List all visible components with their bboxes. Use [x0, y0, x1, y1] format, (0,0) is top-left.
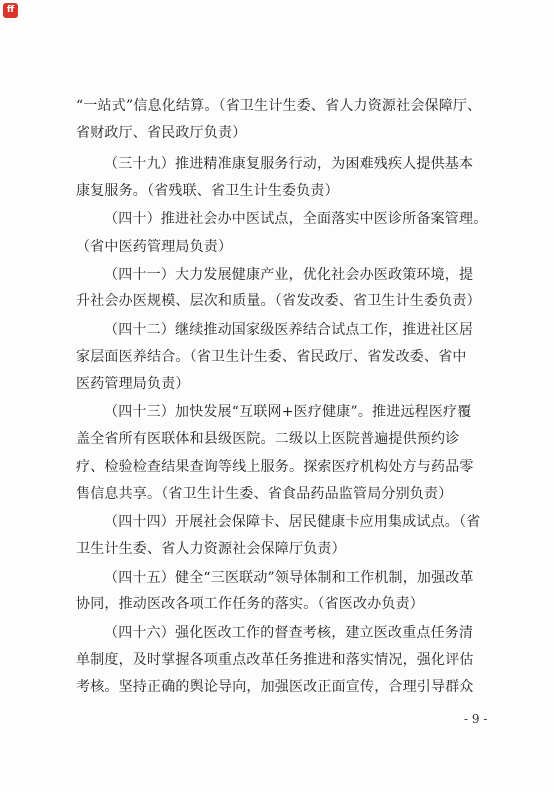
text-line: 售信息共享。（省卫生计生委、省食品药品监管局分别负责） [76, 486, 453, 502]
text-line: 康复服务。（省残联、省卫生计生委负责） [76, 183, 339, 199]
text-line: 盖全省所有医联体和县级医院。二级以上医院普遍提供预约诊 [76, 431, 460, 447]
app-badge-icon: ff [3, 3, 18, 18]
text-line: （省中医药管理局负责） [76, 239, 233, 255]
text-line: （四十六）强化医改工作的督查考核，建立医改重点任务清 [104, 625, 474, 641]
text-line: 考核。坚持正确的舆论导向，加强医改正面宣传，合理引导群众 [76, 679, 474, 695]
text-line: 卫生计生委、省人力资源社会保障厅负责） [76, 541, 346, 557]
text-line: 医药管理局负责） [76, 376, 190, 392]
text-line: （三十九）推进精准康复服务行动，为困难残疾人提供基本 [104, 156, 474, 172]
text-line: 家层面医养结合。（省卫生计生委、省民政厅、省发改委、省中 [76, 349, 467, 365]
text-line: （四十五）健全“三医联动”领导体制和工作机制，加强改革 [104, 570, 474, 586]
text-line: 协同，推动医改各项工作任务的落实。（省医改办负责） [76, 596, 424, 612]
text-line: （四十三）加快发展“互联网+医疗健康”。推进远程医疗覆 [104, 404, 472, 420]
text-line: （四十）推进社会办中医试点，全面落实中医诊所备案管理。 [104, 211, 488, 227]
text-line: “一站式”信息化结算。（省卫生计生委、省人力资源社会保障厅、 [76, 98, 482, 114]
text-line: （四十一）大力发展健康产业，优化社会办医政策环境，提 [104, 267, 474, 283]
text-line: 省财政厅、省民政厅负责） [76, 125, 247, 141]
text-line: （四十四）开展社会保障卡、居民健康卡应用集成试点。（省 [104, 514, 481, 530]
text-line: （四十二）继续推动国家级医养结合试点工作，推进社区居 [104, 322, 474, 338]
text-line: 单制度，及时掌握各项重点改革任务推进和落实情况，强化评估 [76, 652, 474, 668]
text-line: 疗、检验检查结果查询等线上服务。探索医疗机构处方与药品零 [76, 459, 474, 475]
text-line: 升社会办医规模、层次和质量。（省发改委、省卫生计生委负责） [76, 293, 481, 309]
page-number: - 9 - [464, 712, 488, 726]
